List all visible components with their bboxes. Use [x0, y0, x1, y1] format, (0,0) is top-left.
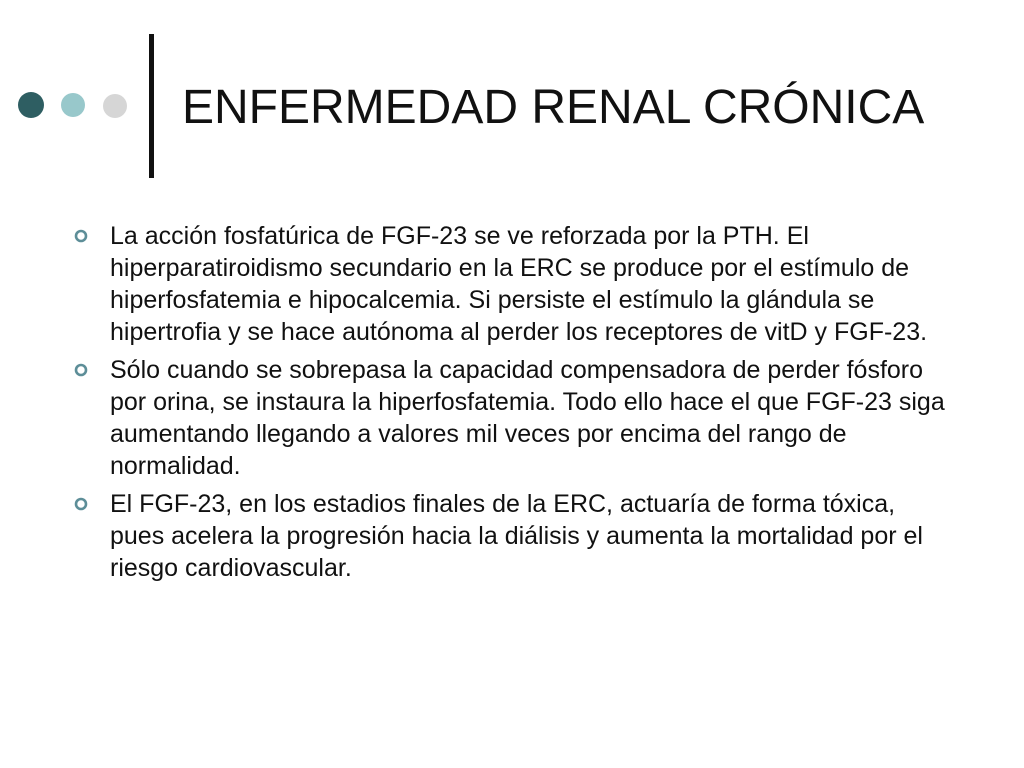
bullet-text: El FGF-23, en los estadios finales de la ERC, actuaría de forma tóxica, pues acelera la progresión hacia la diálisis y aumenta la mortalidad por el riesgo cardiovascular.: [110, 490, 923, 582]
ring-bullet-icon: [74, 229, 88, 243]
slide-title: ENFERMEDAD RENAL CRÓNICA: [182, 81, 925, 134]
title-divider: [149, 34, 154, 178]
decorative-dots: [0, 80, 140, 130]
ring-bullet-icon: [74, 497, 88, 511]
gray-dot-icon: [103, 94, 127, 118]
bullet-list: [70, 220, 950, 590]
dark-dot-icon: [18, 92, 44, 118]
bullet-item: [70, 220, 950, 348]
bullet-item: [70, 488, 950, 584]
ring-bullet-icon: [74, 363, 88, 377]
bullet-item: [70, 354, 950, 482]
bullet-text: Sólo cuando se sobrepasa la capacidad compensadora de perder fósforo por orina, se instaura la hiperfosfatemia. Todo ello hace el que FGF-23 siga aumentando llegando a valores mil veces por encima del rango de normalidad.: [110, 356, 945, 480]
bullet-text: La acción fosfatúrica de FGF-23 se ve reforzada por la PTH. El hiperparatiroidismo secundario en la ERC se produce por el estímulo de hiperfosfatemia e hipocalcemia. Si persiste el estímulo la glándula se hipertrofia y se hace autónoma al perder los receptores de vitD y FGF-23.: [110, 222, 928, 346]
light-teal-dot-icon: [61, 93, 85, 117]
